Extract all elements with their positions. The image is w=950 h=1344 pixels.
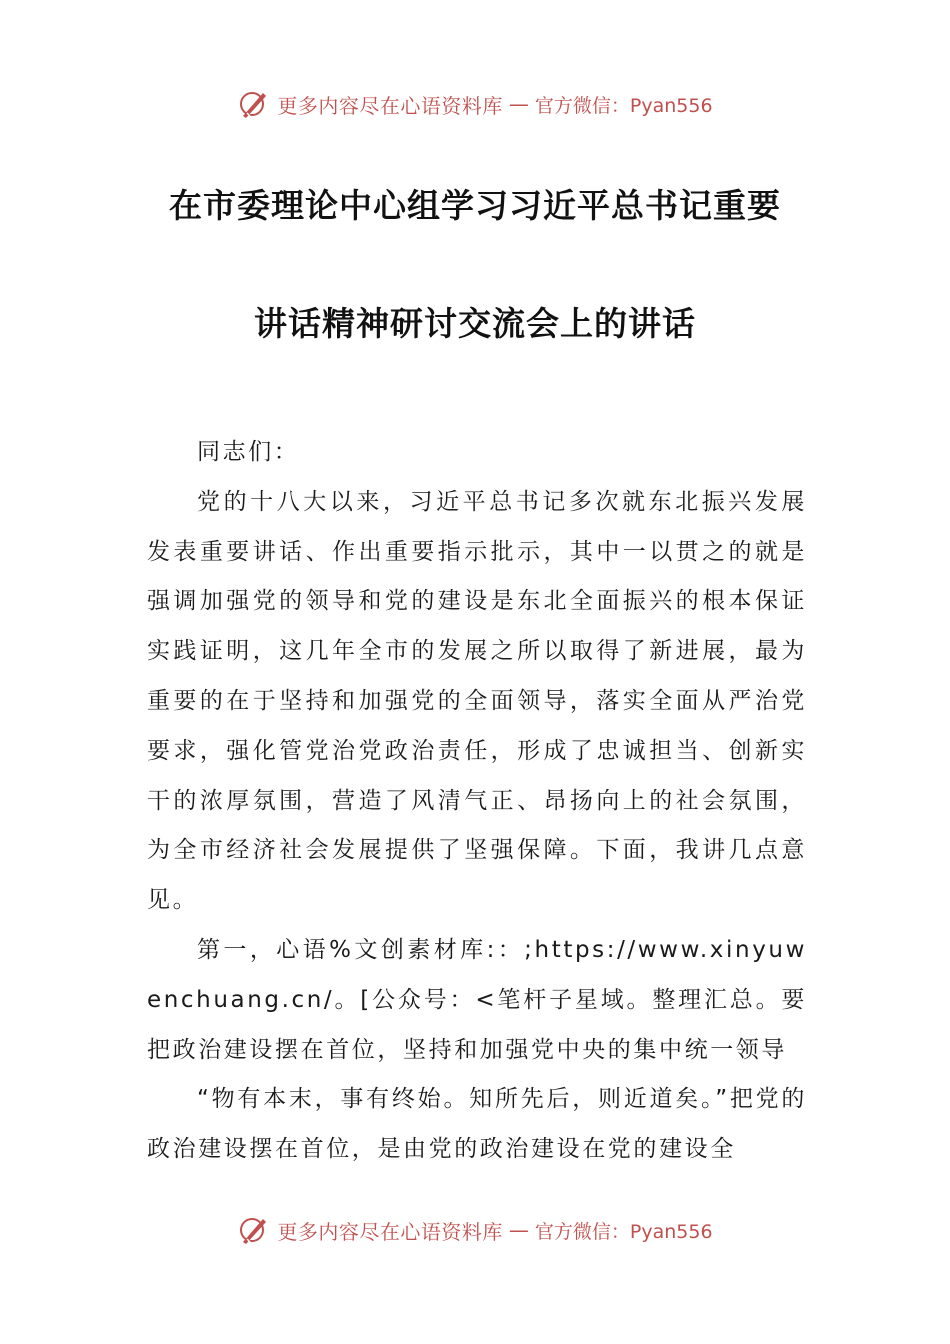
- watermark-separator: —: [508, 92, 529, 116]
- watermark-text: 更多内容尽在心语资料库: [277, 1219, 503, 1244]
- salutation: 同志们：: [197, 439, 300, 465]
- quill-pen-circle-icon: [237, 87, 271, 121]
- document-body: [147, 428, 807, 1175]
- footer-watermark: [0, 1210, 950, 1250]
- quill-pen-circle-icon: [237, 1213, 271, 1247]
- body-paragraph: 党的十八大以来，习近平总书记多次就东北振兴发展发表重要讲话、作出重要指示批示，其中一以贯之的就是强调加强党的领导和党的建设是东北全面振兴的根本保证实践证明，这几年全市的发展之所以取得了新进展，最为重要的在于坚持和加强党的全面领导，落实全面从严治党要求，强化管党治党政治责任，形成了忠诚担当、创新实干的浓厚氛围，营造了风清气正、昂扬向上的社会氛围，为全市经济社会发展提供了坚强保障。下面，我讲几点意见。: [147, 488, 807, 914]
- body-paragraph: “物有本末，事有终始。知所先后，则近道矣。”把党的政治建设摆在首位，是由党的政治建设在党的建设全: [147, 1086, 807, 1163]
- watermark-wechat: 官方微信：Pyan556: [534, 94, 713, 117]
- document-title-line-1: 在市委理论中心组学习习近平总书记重要: [169, 186, 781, 225]
- watermark-wechat: 官方微信：Pyan556: [534, 1220, 713, 1243]
- document-title-line-2: 讲话精神研讨交流会上的讲话: [254, 304, 696, 343]
- watermark-text: 更多内容尽在心语资料库: [277, 93, 503, 118]
- watermark-separator: —: [508, 1218, 529, 1242]
- body-paragraph: 第一，心语%文创素材库:：;https://www.xinyuwenchuang.cn/。[公众号：<笔杆子星域。整理汇总。要把政治建设摆在首位，坚持和加强党中央的集中统一领导: [147, 936, 807, 1063]
- header-watermark: [0, 84, 950, 124]
